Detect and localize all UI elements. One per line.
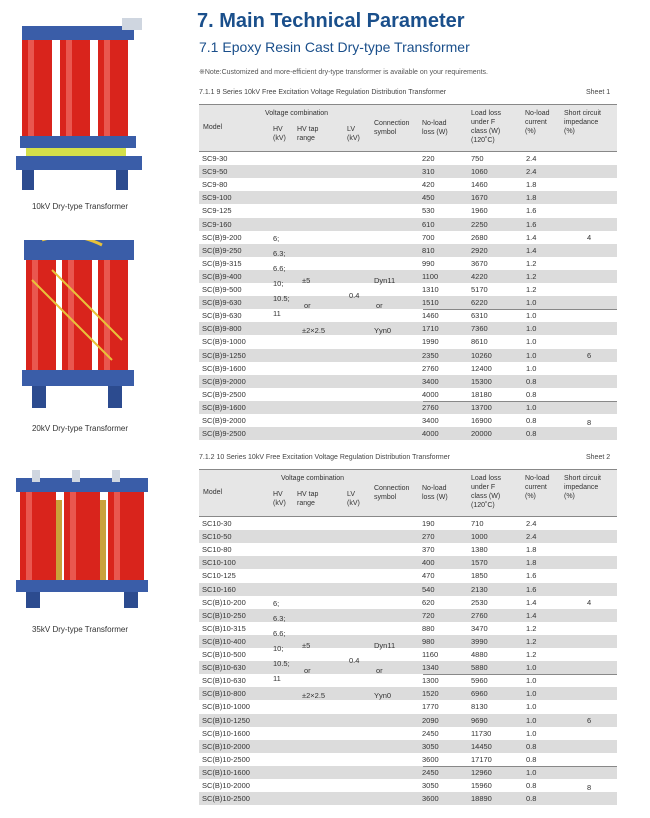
cell-no-load-loss: 2090 [422, 715, 439, 725]
cell-model: SC(B)9-1000 [202, 337, 246, 347]
group-divider [423, 674, 617, 675]
cell-model: SC(B)10-2000 [202, 741, 250, 751]
cell-model: SC(B)10-500 [202, 650, 246, 659]
cell-no-load-current: 0.8 [526, 389, 537, 399]
table-row [199, 674, 617, 687]
table-row [199, 414, 617, 427]
cell-no-load-loss: 620 [422, 597, 435, 607]
cell-load-loss: 3670 [471, 258, 488, 268]
cell-model: SC10-30 [202, 519, 232, 528]
cell-model: SC(B)10-2000 [202, 781, 250, 790]
cell-load-loss: 4880 [471, 650, 488, 659]
cell-no-load-current: 1.6 [526, 219, 537, 229]
table-row [199, 556, 617, 569]
col-load-loss: Load loss under F class (W) (120˚C) [471, 110, 501, 144]
page-title: 7. Main Technical Parameter [197, 10, 465, 32]
cell-load-loss: 12400 [471, 363, 492, 373]
impedance-8: 8 [587, 418, 592, 427]
cell-model: SC(B)10-1000 [202, 702, 250, 712]
transformer-20kv-image [12, 240, 142, 425]
table-row [199, 296, 617, 309]
cell-no-load-current: 1.0 [526, 298, 537, 308]
cell-no-load-current: 1.6 [526, 206, 537, 216]
cell-load-loss: 17170 [471, 754, 492, 764]
cell-load-loss: 11730 [471, 728, 492, 738]
cell-no-load-loss: 1310 [422, 285, 439, 294]
table-row [199, 244, 617, 257]
table-row [199, 596, 617, 609]
cell-load-loss: 6960 [471, 689, 488, 699]
cell-no-load-current: 0.8 [526, 429, 537, 439]
cell-no-load-loss: 610 [422, 219, 435, 229]
cell-no-load-loss: 1510 [422, 298, 439, 308]
table-row [199, 661, 617, 674]
cell-load-loss: 1670 [471, 193, 488, 203]
cell-load-loss: 3470 [471, 623, 488, 633]
cell-model: SC9-50 [202, 167, 228, 177]
cell-model: SC(B)10-1600 [202, 728, 250, 738]
impedance-8: 8 [587, 783, 592, 792]
table2-title: 7.1.2 10 Series 10kV Free Excitation Voltage Regulation Distribution Transformer [199, 454, 450, 461]
transformer-35kv-image [12, 470, 142, 610]
cell-no-load-loss: 3600 [422, 794, 439, 804]
cell-no-load-loss: 270 [422, 532, 435, 542]
col-connection: Connection symbol [374, 120, 410, 136]
table-row [199, 257, 617, 270]
cell-model: SC9-125 [202, 206, 232, 216]
cell-no-load-loss: 3050 [422, 741, 439, 751]
cell-model: SC(B)9-630 [202, 298, 242, 308]
cell-load-loss: 2250 [471, 219, 488, 229]
table-row [199, 543, 617, 556]
cell-no-load-current: 1.0 [526, 689, 537, 699]
table-row [199, 191, 617, 204]
col-no-load-loss: No-load loss (W) [422, 120, 448, 136]
col-voltage-combination: Voltage combination [265, 110, 329, 117]
cell-load-loss: 18890 [471, 794, 492, 804]
cell-no-load-current: 1.2 [526, 271, 537, 281]
cell-no-load-current: 1.0 [526, 715, 537, 725]
cell-model: SC10-50 [202, 532, 232, 542]
cell-model: SC9-160 [202, 219, 232, 229]
table2-sheet-label: Sheet 2 [586, 454, 611, 461]
table-row [199, 648, 617, 661]
col-model: Model [203, 124, 223, 131]
table-row [199, 231, 617, 244]
cell-load-loss: 12960 [471, 767, 492, 777]
col-connection: Connection symbol [374, 485, 410, 501]
table-row [199, 740, 617, 753]
cell-model: SC(B)10-1250 [202, 715, 250, 725]
cell-load-loss: 3990 [471, 636, 488, 646]
col-model: Model [203, 489, 223, 496]
cell-no-load-loss: 3050 [422, 781, 439, 790]
cell-load-loss: 1380 [471, 545, 488, 555]
cell-no-load-current: 1.8 [526, 545, 537, 555]
cell-no-load-loss: 530 [422, 206, 435, 216]
col-impedance: Short circuit impedance (%) [564, 475, 601, 500]
cell-load-loss: 2530 [471, 597, 488, 607]
table-row [199, 322, 617, 335]
cell-no-load-current: 1.2 [526, 623, 537, 633]
cell-no-load-loss: 1990 [422, 337, 439, 347]
cell-no-load-current: 1.2 [526, 636, 537, 646]
col-hv: HV (kV) [273, 491, 286, 507]
cell-model: SC(B)9-1600 [202, 363, 246, 373]
cell-no-load-loss: 1710 [422, 324, 439, 334]
cell-load-loss: 16900 [471, 416, 492, 425]
cell-model: SC(B)9-200 [202, 232, 242, 242]
col-no-load-loss: No-load loss (W) [422, 485, 448, 501]
table-row [199, 283, 617, 296]
cell-no-load-current: 1.2 [526, 650, 537, 659]
cell-load-loss: 13700 [471, 402, 492, 412]
cell-no-load-current: 1.6 [526, 584, 537, 594]
connection-values: Dyn11 or Yyn0 [374, 641, 396, 700]
cell-no-load-loss: 3400 [422, 416, 439, 425]
cell-no-load-current: 0.8 [526, 754, 537, 764]
table-row [199, 779, 617, 792]
cell-model: SC(B)10-2500 [202, 794, 250, 804]
group-divider [423, 401, 617, 402]
cell-no-load-loss: 700 [422, 232, 435, 242]
cell-no-load-loss: 980 [422, 636, 435, 646]
cell-model: SC(B)9-2500 [202, 389, 246, 399]
cell-no-load-loss: 720 [422, 610, 435, 620]
cell-model: SC(B)10-630 [202, 676, 246, 686]
cell-load-loss: 2130 [471, 584, 488, 594]
table-row [199, 622, 617, 635]
cell-no-load-current: 2.4 [526, 167, 537, 177]
cell-no-load-current: 1.0 [526, 337, 537, 347]
cell-no-load-loss: 370 [422, 545, 435, 555]
cell-model: SC10-125 [202, 571, 236, 581]
cell-no-load-loss: 880 [422, 623, 435, 633]
caption-20kv: 20kV Dry-type Transformer [31, 424, 129, 433]
col-no-load-current: No-load current (%) [525, 475, 550, 500]
table-row [199, 753, 617, 766]
cell-model: SC9-80 [202, 180, 228, 190]
cell-load-loss: 8130 [471, 702, 488, 712]
cell-no-load-current: 1.0 [526, 324, 537, 334]
table-row [199, 270, 617, 283]
cell-load-loss: 8610 [471, 337, 488, 347]
table-row [199, 218, 617, 231]
cell-load-loss: 5880 [471, 663, 488, 673]
table-row [199, 309, 617, 322]
hv-tap-values: ±5 or ±2×2.5 [302, 641, 326, 700]
col-impedance: Short circuit impedance (%) [564, 110, 601, 135]
cell-model: SC(B)9-630 [202, 311, 242, 321]
col-hv-tap: HV tap range [297, 126, 319, 142]
cell-no-load-loss: 990 [422, 258, 435, 268]
cell-no-load-current: 1.8 [526, 180, 537, 190]
cell-no-load-loss: 1340 [422, 663, 439, 673]
table-row [199, 335, 617, 348]
cell-no-load-loss: 420 [422, 180, 435, 190]
cell-load-loss: 1850 [471, 571, 488, 581]
cell-no-load-current: 1.4 [526, 232, 537, 242]
table-row [199, 349, 617, 362]
table-row [199, 165, 617, 178]
cell-model: SC(B)10-800 [202, 689, 246, 699]
table-row [199, 714, 617, 727]
lv-value: 0.4 [349, 656, 360, 665]
table1-title: 7.1.1 9 Series 10kV Free Excitation Voltage Regulation Distribution Transformer [199, 89, 447, 96]
cell-no-load-loss: 2450 [422, 728, 439, 738]
table1-sheet-label: Sheet 1 [586, 89, 611, 96]
cell-model: SC(B)9-800 [202, 324, 242, 334]
impedance-6: 6 [587, 716, 592, 725]
cell-no-load-current: 1.0 [526, 350, 537, 360]
cell-no-load-current: 1.0 [526, 728, 537, 738]
table-row [199, 792, 617, 805]
cell-load-loss: 2920 [471, 245, 488, 255]
table-row [199, 517, 617, 530]
table-header [199, 105, 617, 152]
cell-load-loss: 5170 [471, 285, 488, 294]
impedance-6: 6 [587, 351, 592, 360]
cell-no-load-current: 1.0 [526, 663, 537, 673]
table-row [199, 700, 617, 713]
table-row [199, 388, 617, 401]
col-hv: HV (kV) [273, 126, 286, 142]
cell-no-load-loss: 2760 [422, 363, 439, 373]
cell-load-loss: 10260 [471, 350, 492, 360]
cell-no-load-current: 2.4 [526, 532, 537, 542]
cell-no-load-current: 1.0 [526, 363, 537, 373]
cell-no-load-current: 1.0 [526, 767, 537, 777]
cell-no-load-loss: 1160 [422, 650, 439, 659]
cell-load-loss: 15960 [471, 781, 492, 790]
cell-no-load-loss: 310 [422, 167, 435, 177]
cell-model: SC(B)10-400 [202, 636, 246, 646]
cell-no-load-loss: 1300 [422, 676, 439, 686]
cell-no-load-current: 1.2 [526, 285, 537, 294]
cell-no-load-loss: 190 [422, 519, 435, 528]
cell-model: SC10-80 [202, 545, 232, 555]
table-header [199, 470, 617, 517]
cell-load-loss: 6220 [471, 298, 488, 308]
cell-no-load-current: 1.4 [526, 597, 537, 607]
cell-no-load-loss: 400 [422, 558, 435, 568]
table-row [199, 609, 617, 622]
note-text: ※Note:Customized and more-efficient dry-type transformer is available on your requirements. [199, 69, 488, 76]
cell-no-load-current: 1.4 [526, 245, 537, 255]
caption-10kv: 10kV Dry-type Transformer [31, 202, 129, 211]
connection-values: Dyn11 or Yyn0 [374, 276, 396, 335]
table-row [199, 635, 617, 648]
cell-model: SC(B)9-250 [202, 245, 242, 255]
cell-no-load-loss: 810 [422, 245, 435, 255]
cell-load-loss: 4220 [471, 271, 488, 281]
cell-load-loss: 1570 [471, 558, 488, 568]
hv-values: 6; 6.3; 6.6; 10; 10.5; 11 [273, 599, 290, 683]
cell-model: SC(B)9-2000 [202, 376, 246, 386]
cell-load-loss: 6310 [471, 311, 488, 321]
section-subtitle: 7.1 Epoxy Resin Cast Dry-type Transformer [199, 39, 470, 55]
cell-no-load-loss: 450 [422, 193, 435, 203]
cell-load-loss: 710 [471, 519, 484, 528]
cell-no-load-loss: 540 [422, 584, 435, 594]
table-row [199, 204, 617, 217]
cell-no-load-current: 0.8 [526, 794, 537, 804]
cell-no-load-current: 0.8 [526, 416, 537, 425]
cell-load-loss: 750 [471, 154, 484, 163]
cell-model: SC(B)10-250 [202, 610, 246, 620]
cell-model: SC10-160 [202, 584, 236, 594]
table-row [199, 766, 617, 779]
lv-value: 0.4 [349, 291, 360, 300]
cell-no-load-current: 1.8 [526, 193, 537, 203]
table-row [199, 401, 617, 414]
cell-model: SC(B)10-630 [202, 663, 246, 673]
cell-no-load-loss: 2350 [422, 350, 439, 360]
cell-load-loss: 20000 [471, 429, 492, 439]
cell-no-load-loss: 1770 [422, 702, 439, 712]
hv-values: 6; 6.3; 6.6; 10; 10.5; 11 [273, 234, 290, 318]
cell-no-load-loss: 1520 [422, 689, 439, 699]
table-row [199, 569, 617, 582]
cell-no-load-current: 1.0 [526, 402, 537, 412]
col-hv-tap: HV tap range [297, 491, 319, 507]
hv-tap-values: ±5 or ±2×2.5 [302, 276, 326, 335]
cell-no-load-current: 2.4 [526, 519, 537, 528]
col-no-load-current: No-load current (%) [525, 110, 550, 135]
cell-no-load-current: 1.0 [526, 311, 537, 321]
col-load-loss: Load loss under F class (W) (120˚C) [471, 475, 501, 509]
cell-no-load-current: 1.6 [526, 571, 537, 581]
cell-model: SC(B)9-2500 [202, 429, 246, 439]
col-voltage-combination: Voltage combination [281, 475, 345, 482]
cell-no-load-loss: 1100 [422, 271, 439, 281]
cell-no-load-loss: 1460 [422, 311, 439, 321]
table-sheet1 [199, 104, 617, 441]
cell-no-load-current: 1.8 [526, 558, 537, 568]
cell-load-loss: 5960 [471, 676, 488, 686]
cell-no-load-loss: 3600 [422, 754, 439, 764]
col-lv: LV (kV) [347, 126, 360, 142]
cell-no-load-current: 0.8 [526, 376, 537, 386]
cell-load-loss: 9690 [471, 715, 488, 725]
cell-no-load-loss: 220 [422, 154, 435, 163]
cell-load-loss: 2680 [471, 232, 488, 242]
cell-load-loss: 1000 [471, 532, 488, 542]
cell-model: SC(B)10-200 [202, 597, 246, 607]
table-row [199, 427, 617, 440]
cell-no-load-current: 0.8 [526, 781, 537, 790]
cell-load-loss: 14450 [471, 741, 492, 751]
cell-load-loss: 1060 [471, 167, 488, 177]
table-row [199, 583, 617, 596]
cell-model: SC(B)9-500 [202, 285, 242, 294]
table-sheet2 [199, 469, 617, 806]
table-row [199, 152, 617, 165]
cell-model: SC(B)10-1600 [202, 767, 250, 777]
table-row [199, 530, 617, 543]
cell-model: SC10-100 [202, 558, 236, 568]
cell-model: SC(B)10-2500 [202, 754, 250, 764]
cell-no-load-current: 1.2 [526, 258, 537, 268]
table-row [199, 687, 617, 700]
table-row [199, 727, 617, 740]
cell-no-load-loss: 470 [422, 571, 435, 581]
cell-model: SC(B)9-315 [202, 258, 242, 268]
table-row [199, 362, 617, 375]
table-row [199, 375, 617, 388]
cell-no-load-current: 1.0 [526, 676, 537, 686]
cell-model: SC(B)9-400 [202, 271, 242, 281]
cell-model: SC(B)9-1600 [202, 402, 246, 412]
caption-35kv: 35kV Dry-type Transformer [31, 625, 129, 634]
cell-no-load-loss: 4000 [422, 389, 439, 399]
col-lv: LV (kV) [347, 491, 360, 507]
cell-no-load-loss: 3400 [422, 376, 439, 386]
cell-load-loss: 15300 [471, 376, 492, 386]
cell-no-load-current: 1.0 [526, 702, 537, 712]
cell-model: SC9-100 [202, 193, 232, 203]
cell-model: SC(B)10-315 [202, 623, 246, 633]
cell-model: SC9-30 [202, 154, 228, 163]
transformer-10kv-image [12, 18, 142, 203]
cell-load-loss: 1960 [471, 206, 488, 216]
cell-load-loss: 2760 [471, 610, 488, 620]
impedance-4: 4 [587, 233, 592, 242]
cell-no-load-current: 1.4 [526, 610, 537, 620]
group-divider [423, 766, 617, 767]
cell-model: SC(B)9-2000 [202, 416, 246, 425]
cell-load-loss: 18180 [471, 389, 492, 399]
cell-model: SC(B)9-1250 [202, 350, 246, 360]
cell-no-load-current: 2.4 [526, 154, 537, 163]
cell-load-loss: 7360 [471, 324, 488, 334]
cell-no-load-loss: 4000 [422, 429, 439, 439]
impedance-4: 4 [587, 598, 592, 607]
cell-no-load-current: 0.8 [526, 741, 537, 751]
cell-load-loss: 1460 [471, 180, 488, 190]
group-divider [423, 309, 617, 310]
cell-no-load-loss: 2760 [422, 402, 439, 412]
table-row [199, 178, 617, 191]
cell-no-load-loss: 2450 [422, 767, 439, 777]
